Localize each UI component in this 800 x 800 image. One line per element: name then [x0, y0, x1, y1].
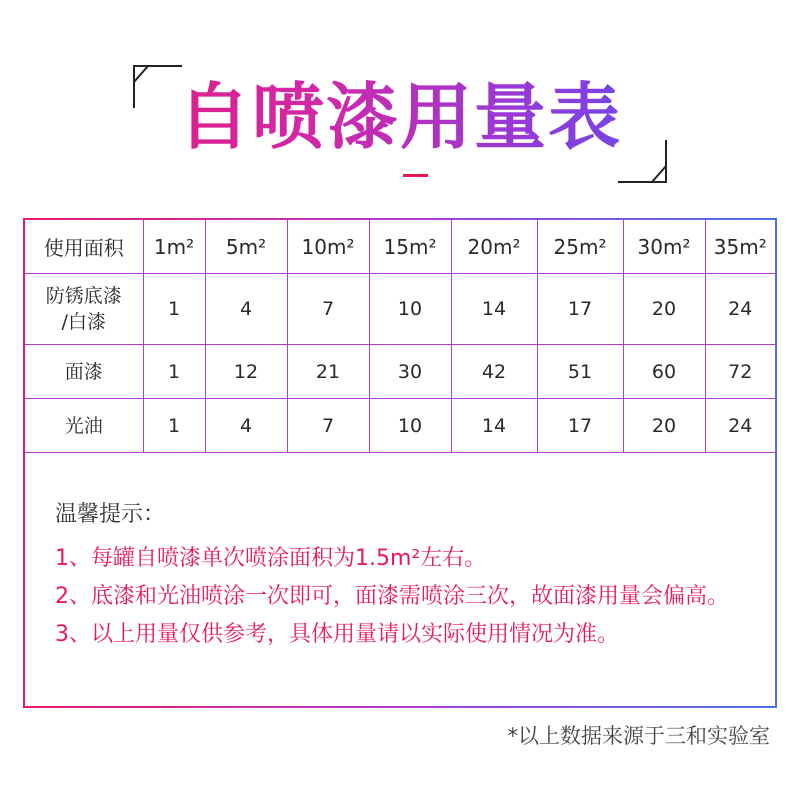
table-cell: 4 — [205, 399, 287, 453]
tip-item — [55, 580, 765, 614]
table-cell: 7 — [287, 399, 369, 453]
table-cell: 17 — [537, 274, 623, 345]
table-cell: 1 — [143, 345, 205, 399]
tip-text: 每罐自喷漆单次喷涂面积为1.5m²左右。 — [91, 546, 487, 571]
table-cell: 51 — [537, 345, 623, 399]
table-cell: 24 — [705, 274, 775, 345]
tips-section — [55, 498, 765, 652]
tip-number: 1、 — [55, 546, 91, 571]
tip-number: 3、 — [55, 622, 91, 647]
tip-text: 以上用量仅供参考，具体用量请以实际使用情况为准。 — [91, 622, 620, 647]
table-row — [25, 345, 775, 399]
tip-item — [55, 618, 765, 652]
tip-item — [55, 542, 765, 576]
data-source-note: *以上数据来源于三和实验室 — [507, 724, 770, 748]
tip-text: 底漆和光油喷涂一次即可，面漆需喷涂三次，故面漆用量会偏高。 — [91, 584, 730, 609]
table-row — [25, 274, 775, 345]
title-accent-dash — [403, 174, 428, 177]
content-frame — [23, 218, 777, 708]
table-cell: 24 — [705, 399, 775, 453]
header-cell: 30m² — [623, 220, 705, 274]
page-title: 自喷漆用量表 — [0, 72, 800, 162]
header-cell: 使用面积 — [25, 220, 143, 274]
table-cell: 7 — [287, 274, 369, 345]
row-label: 防锈底漆 /白漆 — [25, 274, 143, 345]
header-cell: 20m² — [451, 220, 537, 274]
table-cell: 42 — [451, 345, 537, 399]
header-cell: 1m² — [143, 220, 205, 274]
table-cell: 14 — [451, 399, 537, 453]
table-cell: 10 — [369, 274, 451, 345]
table-cell: 21 — [287, 345, 369, 399]
table-row — [25, 399, 775, 453]
table-cell: 20 — [623, 399, 705, 453]
table-cell: 17 — [537, 399, 623, 453]
table-cell: 30 — [369, 345, 451, 399]
row-label: 面漆 — [25, 345, 143, 399]
header-cell: 15m² — [369, 220, 451, 274]
table-cell: 60 — [623, 345, 705, 399]
tips-heading: 温馨提示： — [55, 502, 166, 527]
table-cell: 20 — [623, 274, 705, 345]
header-cell: 25m² — [537, 220, 623, 274]
table-cell: 12 — [205, 345, 287, 399]
table-cell: 4 — [205, 274, 287, 345]
table-cell: 1 — [143, 274, 205, 345]
table-cell: 1 — [143, 399, 205, 453]
row-label: 光油 — [25, 399, 143, 453]
header-cell: 10m² — [287, 220, 369, 274]
header-cell: 35m² — [705, 220, 775, 274]
header-cell: 5m² — [205, 220, 287, 274]
table-header-row — [25, 220, 775, 274]
table-cell: 14 — [451, 274, 537, 345]
tip-number: 2、 — [55, 584, 91, 609]
usage-table — [25, 220, 775, 453]
table-cell: 10 — [369, 399, 451, 453]
table-cell: 72 — [705, 345, 775, 399]
